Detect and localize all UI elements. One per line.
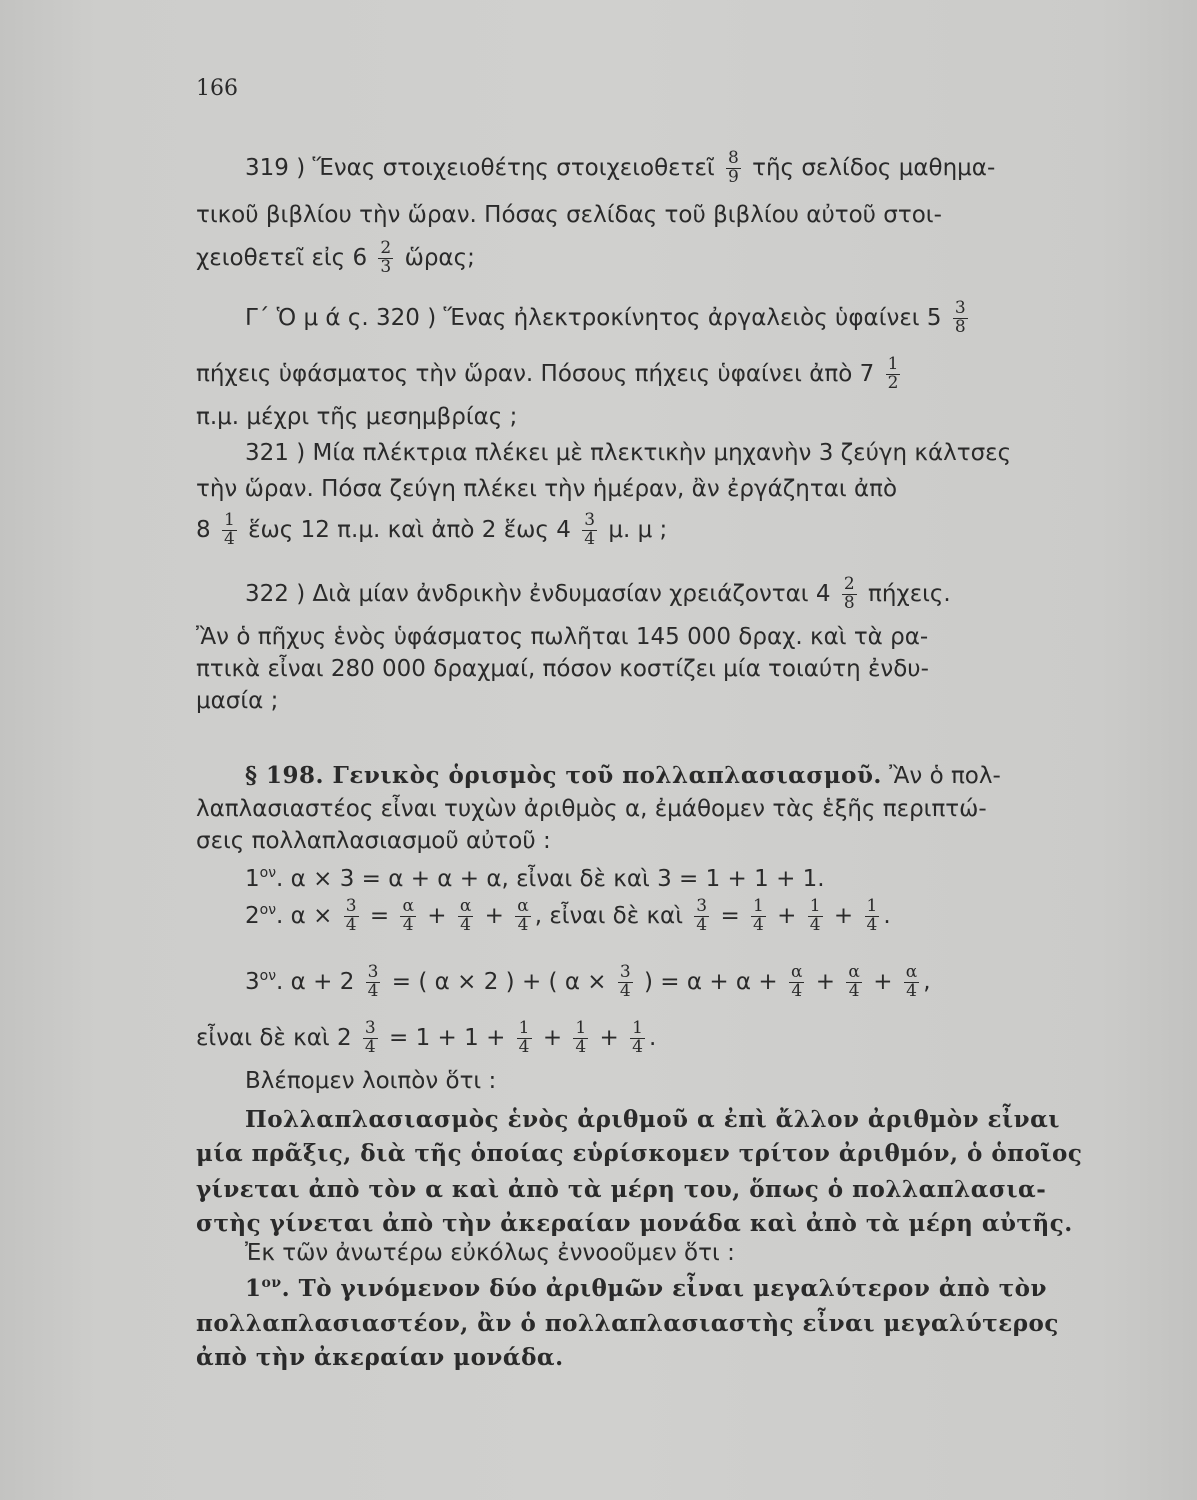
text-fragment: 2 xyxy=(380,238,392,258)
text-fragment: χειοθετεῖ εἰς 6 xyxy=(196,244,368,271)
text-fragment: . xyxy=(883,902,891,929)
exercise-321-line-2: τὴν ὥραν. Πόσα ζεύγη πλέκει τὴν ἡμέραν, ἂν ἐργάζηται ἀπὸ xyxy=(196,476,898,502)
text-fragment: 2 xyxy=(245,902,260,929)
fraction xyxy=(842,576,857,613)
text-fragment: 319 ) Ἕνας στοιχειοθέτης στοιχειοθετεῖ xyxy=(245,154,715,181)
text-fragment: ον xyxy=(261,1275,282,1291)
text-fragment: 2 xyxy=(843,574,855,594)
text-fragment: + xyxy=(542,1024,563,1051)
text-fragment: + xyxy=(815,968,836,995)
text-fragment: α xyxy=(402,896,414,916)
text-fragment: 4 xyxy=(791,980,803,1001)
text-fragment: ον xyxy=(259,967,277,984)
case-2 xyxy=(245,898,1165,935)
exercise-320-line-3: π.μ. μέχρι τῆς μεσημβρίας ; xyxy=(196,404,518,430)
text-fragment: 4 xyxy=(866,914,878,935)
text-fragment: . α × 3 = α + α + α, εἶναι δὲ καὶ 3 = 1 + 1 + 1. xyxy=(276,866,825,892)
text-fragment: 4 xyxy=(906,980,917,1001)
text-fragment: 8 xyxy=(196,516,211,543)
fraction xyxy=(751,898,766,935)
text-fragment: 1 xyxy=(809,896,821,916)
section-heading: § 198. Γενικὸς ὁρισμὸς τοῦ πολλαπλασιασμοῦ. xyxy=(245,762,882,789)
fraction xyxy=(886,356,901,393)
exercise-321-line-3 xyxy=(196,512,1116,549)
section-198-line-1 xyxy=(245,764,1165,788)
fraction xyxy=(865,898,880,935)
text-fragment: 4 xyxy=(518,1036,530,1057)
text-fragment: μ. μ ; xyxy=(608,516,668,543)
fraction xyxy=(618,964,633,1001)
fraction xyxy=(808,898,823,935)
text-fragment: 1 xyxy=(223,510,235,530)
conclusion-intro: Βλέπομεν λοιπὸν ὅτι : xyxy=(245,1068,497,1094)
text-fragment: 3 xyxy=(584,510,596,530)
definition-line-3: γίνεται ἀπὸ τὸν α καὶ ἀπὸ τὰ μέρη του, ὅπως ὁ πολλαπλασια- xyxy=(196,1176,1047,1203)
text-fragment: 1 xyxy=(887,354,899,374)
text-fragment: τῆς σελίδος μαθημα- xyxy=(752,154,996,181)
case-3-continuation xyxy=(196,1020,1116,1057)
text-fragment: 3 xyxy=(345,896,357,916)
text-fragment: 4 xyxy=(402,914,414,935)
exercise-320-line-1 xyxy=(245,300,1165,337)
text-fragment: 1 xyxy=(753,896,764,916)
text-fragment: 3 xyxy=(619,962,631,982)
fraction xyxy=(363,1020,378,1057)
fraction xyxy=(400,898,415,935)
text-fragment: 8 xyxy=(954,316,966,337)
text-fragment: ον xyxy=(259,901,277,918)
text-fragment: 9 xyxy=(727,166,739,187)
text-fragment: , xyxy=(923,968,931,995)
exercise-321-line-1: 321 ) Μία πλέκτρια πλέκει μὲ πλεκτικὴν μηχανὴν 3 ζεύγη κάλτσες xyxy=(245,440,1012,466)
text-fragment: + xyxy=(599,1024,619,1051)
section-198-line-2: λαπλασιαστέος εἶναι τυχὼν ἀριθμὸς α, ἐμάθομεν τὰς ἑξῆς περιπτώ- xyxy=(196,796,987,822)
text-fragment: + xyxy=(833,902,854,929)
text-fragment: ) = α + α + xyxy=(644,968,778,995)
text-fragment: 4 xyxy=(632,1036,643,1057)
text-fragment: α xyxy=(459,896,472,916)
exercise-322-line-3: πτικὰ εἶναι 280 000 δραχμαί, πόσον κοστίζει μία τοιαύτη ἐνδυ- xyxy=(196,656,929,682)
text-fragment: Γ΄ Ὁ μ ά ς. 320 ) Ἕνας ἠλεκτροκίνητος ἀργαλειὸς ὑφαίνει 5 xyxy=(245,304,942,331)
text-fragment: . α + 2 xyxy=(276,968,355,995)
text-fragment: 1 xyxy=(518,1018,530,1038)
case-1 xyxy=(245,866,1165,891)
text-fragment: 4 xyxy=(345,914,357,935)
text-fragment: 2 xyxy=(887,372,899,393)
fraction xyxy=(582,512,597,549)
rule-1-line-2: πολλαπλασιαστέον, ἂν ὁ πολλαπλασιαστὴς εἶναι μεγαλύτερος xyxy=(196,1310,1059,1337)
text-fragment: + xyxy=(427,902,447,929)
text-fragment: = ( α × 2 ) + ( α × xyxy=(391,968,607,995)
rule-1-line-1 xyxy=(245,1276,1165,1300)
exercise-322-line-4: μασία ; xyxy=(196,688,279,714)
fraction xyxy=(517,1020,532,1057)
text-fragment: 3 xyxy=(245,968,260,995)
text-fragment: 1 xyxy=(245,866,260,892)
exercise-319-line-2: τικοῦ βιβλίου τὴν ὥραν. Πόσας σελίδας τοῦ βιβλίου αὐτοῦ στοι- xyxy=(196,202,942,228)
text-fragment: = xyxy=(369,902,390,929)
text-fragment: Ἂν ὁ πολ- xyxy=(889,763,1001,789)
text-fragment: , εἶναι δὲ καὶ xyxy=(534,902,683,929)
text-fragment: 1 xyxy=(632,1018,643,1038)
definition-line-1: Πολλαπλασιασμὸς ἑνὸς ἀριθμοῦ α ἐπὶ ἄλλον ἀριθμὸν εἶναι xyxy=(245,1106,1060,1133)
case-3 xyxy=(245,964,1165,1001)
text-fragment: πήχεις. xyxy=(868,580,951,607)
fraction xyxy=(953,300,968,337)
text-fragment: 4 xyxy=(584,528,596,549)
text-fragment: ον xyxy=(259,865,277,881)
text-fragment: 4 xyxy=(460,914,471,935)
text-fragment: . α × xyxy=(276,902,333,929)
text-fragment: = 1 + 1 + xyxy=(389,1024,506,1051)
text-fragment: 4 xyxy=(696,914,708,935)
text-fragment: α xyxy=(517,896,529,916)
text-fragment: 1 xyxy=(245,1275,262,1302)
text-fragment: . xyxy=(648,1024,657,1051)
fraction xyxy=(378,240,393,277)
text-fragment: α xyxy=(848,962,860,982)
fraction xyxy=(344,898,359,935)
fraction xyxy=(458,898,473,935)
text-fragment: πήχεις ὑφάσματος τὴν ὥραν. Πόσους πήχεις ὑφαίνει ἀπὸ 7 xyxy=(196,360,875,387)
text-fragment: εἶναι δὲ καὶ 2 xyxy=(196,1024,352,1051)
text-fragment: 4 xyxy=(223,528,235,549)
definition-line-4: στὴς γίνεται ἀπὸ τὴν ἀκεραίαν μονάδα καὶ ἀπὸ τὰ μέρη αὐτῆς. xyxy=(196,1210,1073,1237)
fraction xyxy=(366,964,381,1001)
text-fragment: α xyxy=(791,962,803,982)
text-fragment: 4 xyxy=(367,980,379,1001)
fraction xyxy=(789,964,804,1001)
text-fragment: 3 xyxy=(954,298,966,318)
text-fragment: 4 xyxy=(575,1036,587,1057)
page-number: 166 xyxy=(196,76,238,101)
text-fragment: 3 xyxy=(696,896,708,916)
text-fragment: 4 xyxy=(619,980,631,1001)
fraction xyxy=(904,964,919,1001)
text-fragment: 4 xyxy=(753,914,764,935)
exercise-319-line-1 xyxy=(245,150,1165,187)
exercise-320-line-2 xyxy=(196,356,1116,393)
text-fragment: ὥρας; xyxy=(404,244,475,271)
text-fragment: ἕως 12 π.μ. καὶ ἀπὸ 2 ἕως 4 xyxy=(248,516,571,543)
definition-line-2: μία πρᾶξις, διὰ τῆς ὁποίας εὑρίσκομεν τρίτον ἀριθμόν, ὁ ὁποῖος xyxy=(196,1140,1083,1167)
fraction xyxy=(694,898,709,935)
exercise-319-line-3 xyxy=(196,240,1116,277)
text-fragment: 4 xyxy=(517,914,529,935)
exercise-322-line-1 xyxy=(245,576,1165,613)
text-fragment: 322 ) Διὰ μίαν ἀνδρικὴν ἐνδυμασίαν χρειάζονται 4 xyxy=(245,580,831,607)
fraction xyxy=(573,1020,588,1057)
text-fragment: 8 xyxy=(727,148,739,168)
text-fragment: 1 xyxy=(866,896,878,916)
text-fragment: α xyxy=(905,962,918,982)
text-fragment: + xyxy=(873,968,893,995)
text-fragment: 4 xyxy=(809,914,821,935)
rule-1-line-3: ἀπὸ τὴν ἀκεραίαν μονάδα. xyxy=(196,1344,564,1371)
fraction xyxy=(726,150,741,187)
text-fragment: 4 xyxy=(364,1036,376,1057)
text-fragment: . Τὸ γινόμενον δύο ἀριθμῶν εἶναι μεγαλύτερον ἀπὸ τὸν xyxy=(281,1275,1047,1302)
text-fragment: 3 xyxy=(380,256,392,277)
section-198-line-3: σεις πολλαπλασιασμοῦ αὐτοῦ : xyxy=(196,828,551,854)
text-fragment: 4 xyxy=(848,980,860,1001)
text-fragment: 3 xyxy=(367,962,379,982)
fraction xyxy=(222,512,237,549)
text-fragment: + xyxy=(777,902,797,929)
text-fragment: 3 xyxy=(364,1018,376,1038)
fraction xyxy=(515,898,530,935)
exercise-322-line-2: Ἂν ὁ πῆχυς ἑνὸς ὑφάσματος πωλῆται 145 000 δραχ. καὶ τὰ ρα- xyxy=(196,624,929,650)
fraction xyxy=(846,964,861,1001)
consequence-intro: Ἐκ τῶν ἀνωτέρω εὐκόλως ἐννοοῦμεν ὅτι : xyxy=(245,1240,735,1266)
text-fragment: + xyxy=(484,902,504,929)
text-fragment: 8 xyxy=(843,592,855,613)
text-fragment: = xyxy=(720,902,740,929)
text-fragment: 1 xyxy=(575,1018,587,1038)
fraction xyxy=(630,1020,645,1057)
